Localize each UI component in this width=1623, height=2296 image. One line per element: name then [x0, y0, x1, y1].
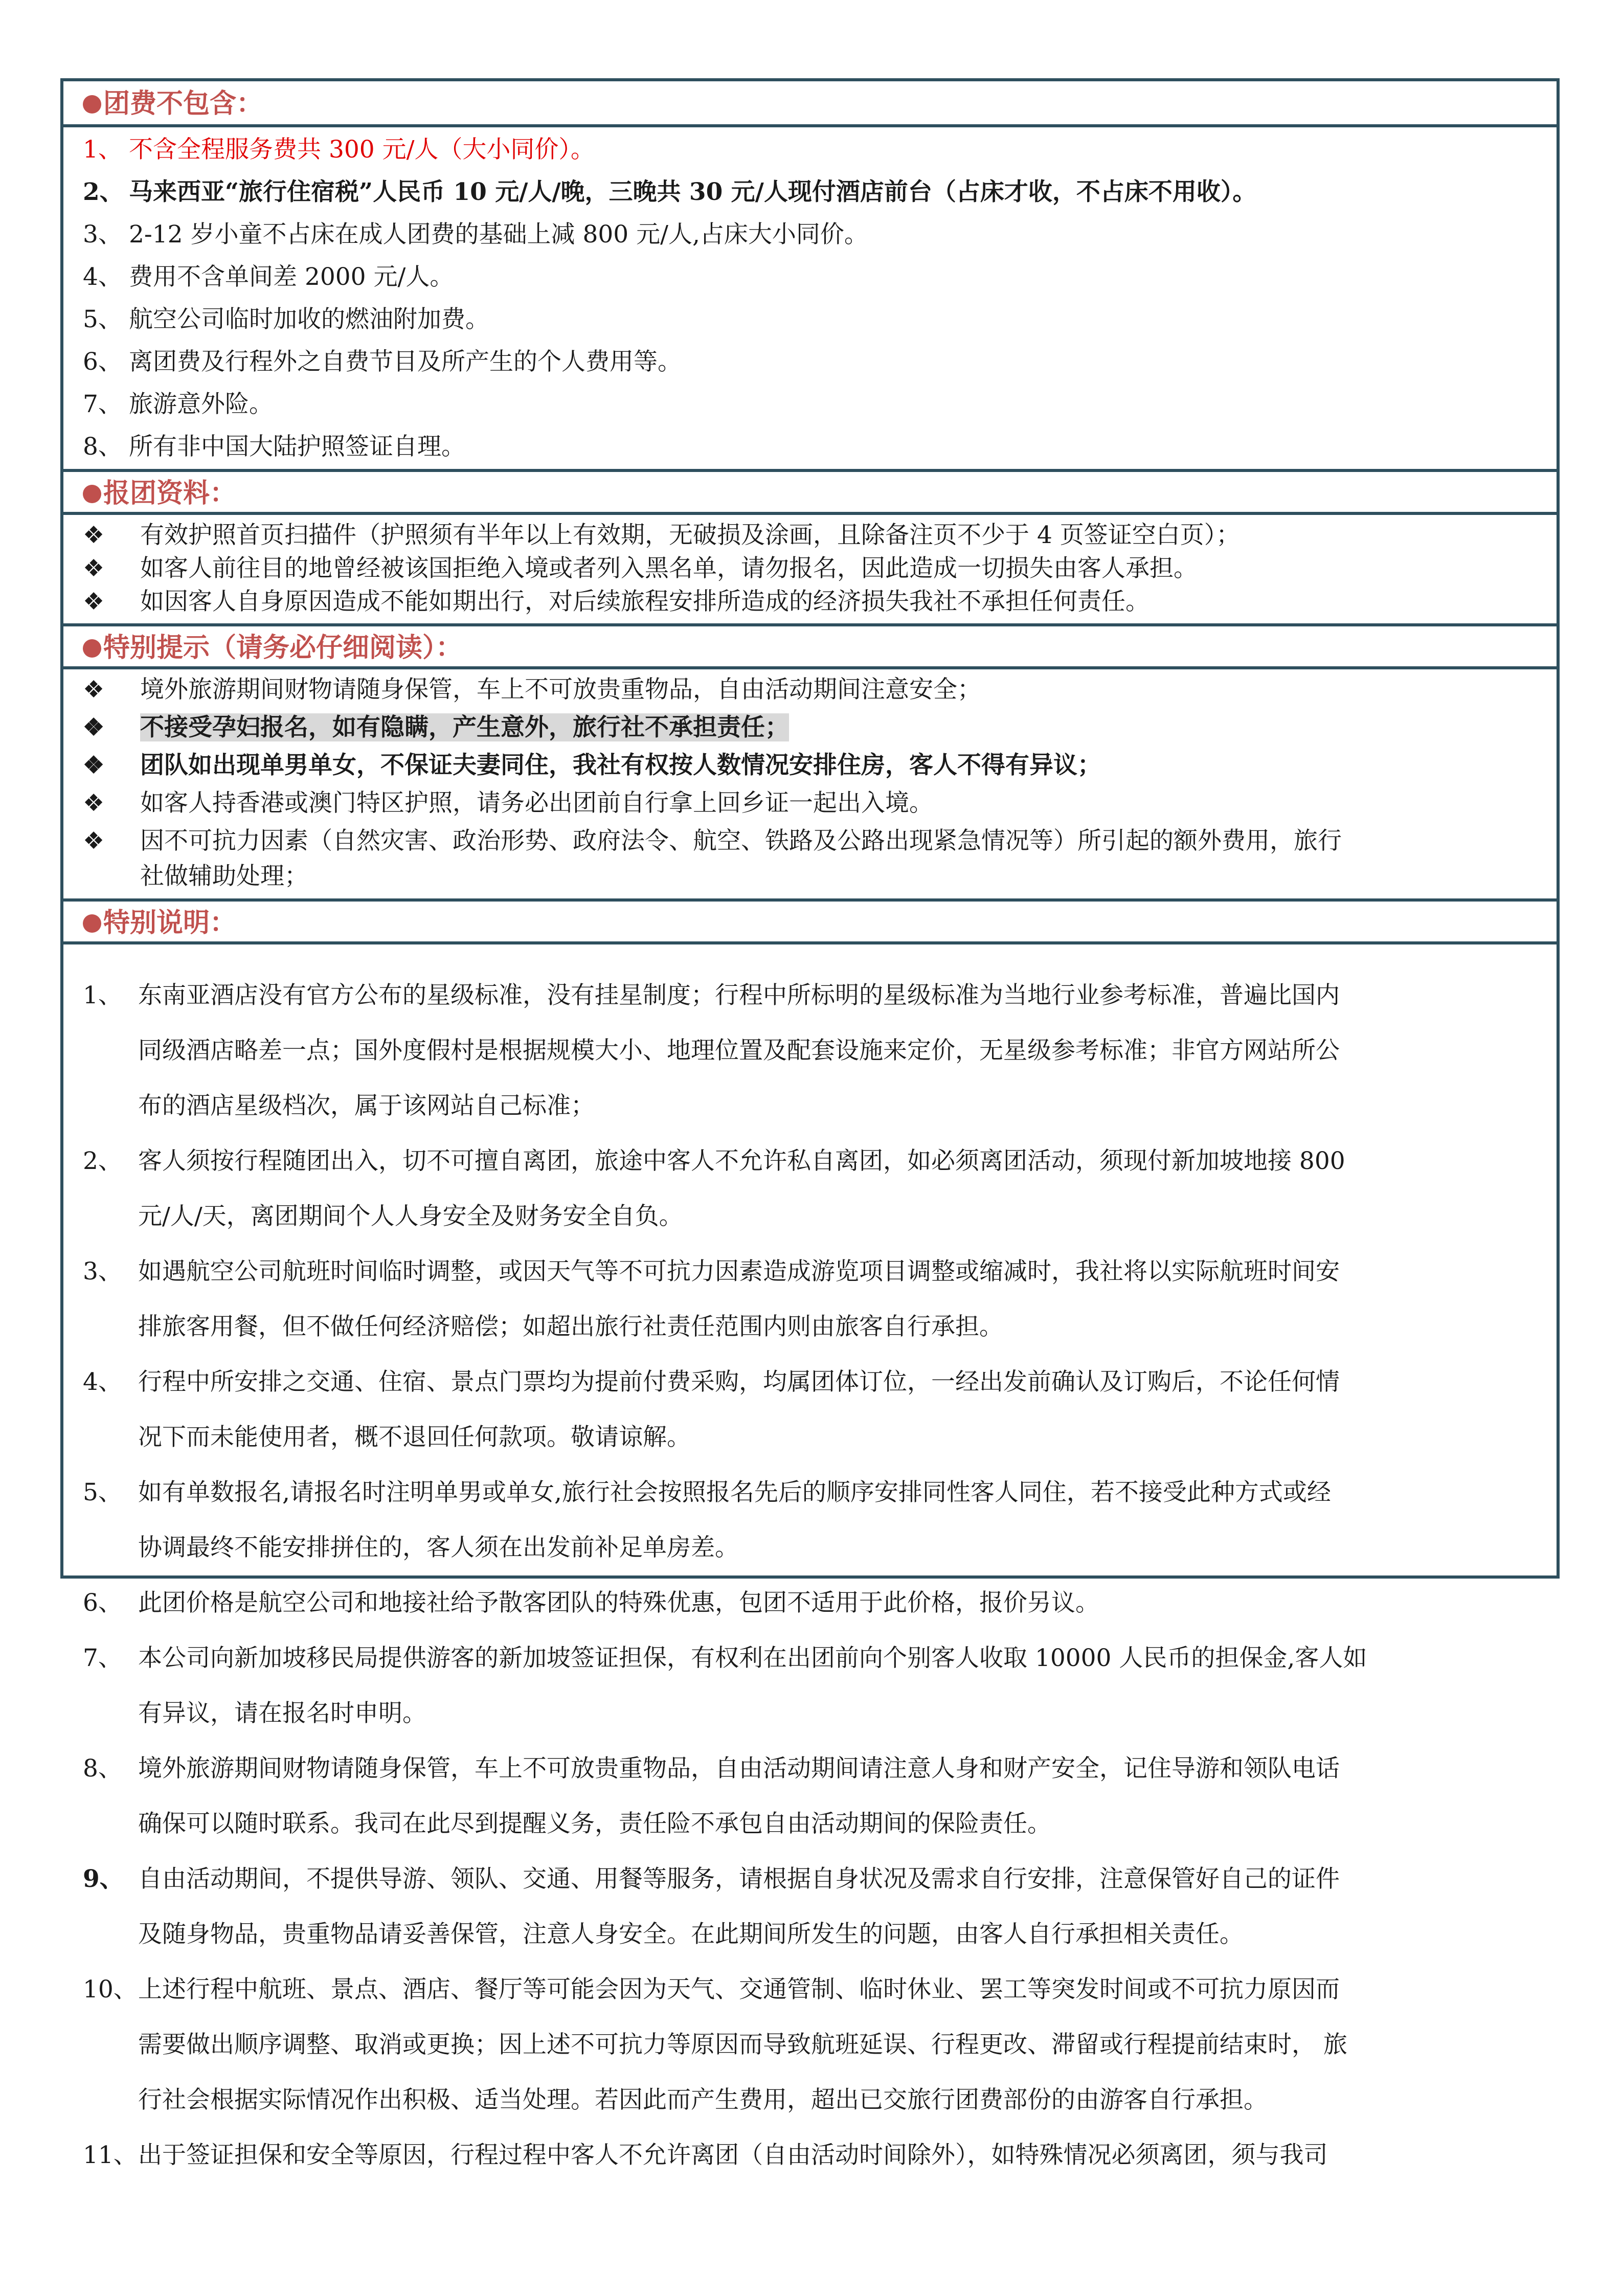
list-item-continuation: 社做辅助处理；	[140, 862, 308, 890]
section-header-materials	[63, 472, 1557, 515]
section-header-not-included	[63, 81, 1557, 127]
note-line: 如有单数报名,请报名时注明单男或单女,旅行社会按照报名先后的顺序安排同性客人同住，若不接受此种方式或经	[138, 1478, 1331, 1506]
diamond-bullet-icon: ❖	[83, 713, 105, 741]
note-line: 有异议，请在报名时申明。	[138, 1699, 426, 1727]
list-item: ❖ 因不可抗力因素（自然灾害、政治形势、政府法令、航空、铁路及公路出现紧急情况等）所引起的额外费用，旅行	[83, 827, 1342, 855]
bullet-dot-icon	[83, 485, 101, 503]
note-number: 10、	[83, 1975, 138, 2004]
section-title: 特别提示（请务必仔细阅读）：	[103, 632, 463, 663]
list-item: ❖ 如客人持香港或澳门特区护照，请务必出团前自行拿上回乡证一起出入境。	[83, 789, 933, 817]
note-line: 东南亚酒店没有官方公布的星级标准，没有挂星制度；行程中所标明的星级标准为当地行业参考标准，普遍比国内	[138, 981, 1340, 1009]
note-line: 需要做出顺序调整、取消或更换；因上述不可抗力等原因而导致航班延误、行程更改、滞留或行程提前结束时， 旅	[138, 2031, 1347, 2059]
list-item: 2、 马来西亚“旅行住宿税”人民币 10 元/人/晚，三晚共 30 元/人现付酒店前台（占床才收，不占床不用收）。	[83, 178, 1257, 206]
list-item: ❖ 团队如出现单男单女，不保证夫妻同住，我社有权按人数情况安排住房，客人不得有异议；	[83, 751, 1101, 779]
note-line: 上述行程中航班、景点、酒店、餐厅等可能会因为天气、交通管制、临时休业、罢工等突发时间或不可抗力原因而	[138, 1975, 1340, 2004]
note-line: 况下而未能使用者，概不退回任何款项。敬请谅解。	[138, 1423, 691, 1451]
list-item: 6、 离团费及行程外之自费节目及所产生的个人费用等。	[83, 348, 682, 376]
diamond-bullet-icon: ❖	[83, 827, 105, 855]
note-line: 自由活动期间，不提供导游、领队、交通、用餐等服务，请根据自身状况及需求自行安排，注意保管好自己的证件	[138, 1865, 1340, 1893]
list-item: 5、 航空公司临时加收的燃油附加费。	[83, 305, 489, 333]
note-number: 2、	[83, 1147, 122, 1175]
diamond-bullet-icon: ❖	[83, 789, 105, 817]
note-line: 及随身物品，贵重物品请妥善保管，注意人身安全。在此期间所发生的问题，由客人自行承担相关责任。	[138, 1920, 1244, 1948]
section-title: 报团资料：	[103, 478, 237, 509]
note-line: 协调最终不能安排拼住的，客人须在出发前补足单房差。	[138, 1534, 739, 1562]
section-title: 特别说明：	[103, 907, 237, 938]
note-line: 本公司向新加坡移民局提供游客的新加坡签证担保，有权利在出团前向个别客人收取 10000 人民币的担保金,客人如	[138, 1644, 1367, 1672]
list-item: 4、 费用不含单间差 2000 元/人。	[83, 263, 454, 291]
note-number: 6、	[83, 1589, 122, 1617]
list-item: 1、 不含全程服务费共 300 元/人（大小同价）。	[83, 136, 595, 164]
note-number: 9、	[83, 1865, 124, 1893]
diamond-bullet-icon: ❖	[83, 554, 105, 582]
divider	[63, 666, 1557, 669]
note-number: 5、	[83, 1478, 122, 1506]
divider	[63, 941, 1557, 944]
note-line: 同级酒店略差一点；国外度假村是根据规模大小、地理位置及配套设施来定价，无星级参考标准；非官方网站所公	[138, 1037, 1340, 1065]
section-title: 团费不包含：	[103, 88, 263, 119]
list-item: ❖ 如客人前往目的地曾经被该国拒绝入境或者列入黑名单，请勿报名，因此造成一切损失由客人承担。	[83, 554, 1198, 582]
diamond-bullet-icon: ❖	[83, 521, 105, 549]
list-item: 3、 2-12 岁小童不占床在成人团费的基础上减 800 元/人,占床大小同价。	[83, 220, 868, 249]
list-item: 7、 旅游意外险。	[83, 390, 273, 418]
note-line: 行社会根据实际情况作出积极、适当处理。若因此而产生费用，超出已交旅行团费部份的由游客自行承担。	[138, 2086, 1268, 2114]
list-item: ❖ 境外旅游期间财物请随身保管，车上不可放贵重物品，自由活动期间注意安全；	[83, 676, 981, 704]
diamond-bullet-icon: ❖	[83, 676, 105, 704]
section-header-tips	[63, 626, 1557, 669]
section-header-notes	[63, 902, 1557, 944]
list-item: ❖ 如因客人自身原因造成不能如期出行，对后续旅程安排所造成的经济损失我社不承担任何责任。	[83, 588, 1149, 616]
note-line: 境外旅游期间财物请随身保管，车上不可放贵重物品，自由活动期间请注意人身和财产安全，记住导游和领队电话	[138, 1754, 1340, 1783]
list-item: ❖ 有效护照首页扫描件（护照须有半年以上有效期，无破损及涂画，且除备注页不少于 4 页签证空白页）；	[83, 521, 1241, 549]
note-number: 7、	[83, 1644, 122, 1672]
note-number: 11、	[83, 2141, 138, 2169]
note-line: 确保可以随时联系。我司在此尽到提醒义务，责任险不承包自由活动期间的保险责任。	[138, 1810, 1051, 1838]
note-line: 布的酒店星级档次，属于该网站自己标准；	[138, 1092, 595, 1120]
document-frame	[60, 78, 1560, 2169]
bullet-dot-icon	[83, 639, 101, 658]
note-line: 客人须按行程随团出入，切不可擅自离团，旅途中客人不允许私自离团，如必须离团活动，须现付新加坡地接 800	[138, 1147, 1345, 1175]
diamond-bullet-icon: ❖	[83, 751, 105, 779]
divider	[63, 512, 1557, 515]
note-line: 如遇航空公司航班时间临时调整，或因天气等不可抗力因素造成游览项目调整或缩减时，我社将以实际航班时间安	[138, 1257, 1340, 1286]
note-number: 3、	[83, 1257, 122, 1286]
list-item: 8、 所有非中国大陆护照签证自理。	[83, 433, 465, 461]
note-number: 4、	[83, 1368, 122, 1396]
note-line: 行程中所安排之交通、住宿、景点门票均为提前付费采购，均属团体订位，一经出发前确认及订购后，不论任何情	[138, 1368, 1340, 1396]
note-line: 此团价格是航空公司和地接社给予散客团队的特殊优惠，包团不适用于此价格，报价另议。	[138, 1589, 1099, 1617]
note-line: 排旅客用餐，但不做任何经济赔偿；如超出旅行社责任范围内则由旅客自行承担。	[138, 1313, 1003, 1341]
note-line: 元/人/天，离团期间个人人身安全及财务安全自负。	[138, 1202, 683, 1230]
bullet-dot-icon	[83, 914, 101, 933]
list-item: ❖ 不接受孕妇报名，如有隐瞒，产生意外，旅行社不承担责任；	[83, 713, 789, 741]
note-number: 1、	[83, 981, 122, 1009]
bullet-dot-icon	[83, 95, 101, 114]
diamond-bullet-icon: ❖	[83, 588, 105, 616]
note-line: 出于签证担保和安全等原因，行程过程中客人不允许离团（自由活动时间除外），如特殊情况必须离团，须与我司	[138, 2141, 1328, 2169]
note-number: 8、	[83, 1754, 122, 1783]
